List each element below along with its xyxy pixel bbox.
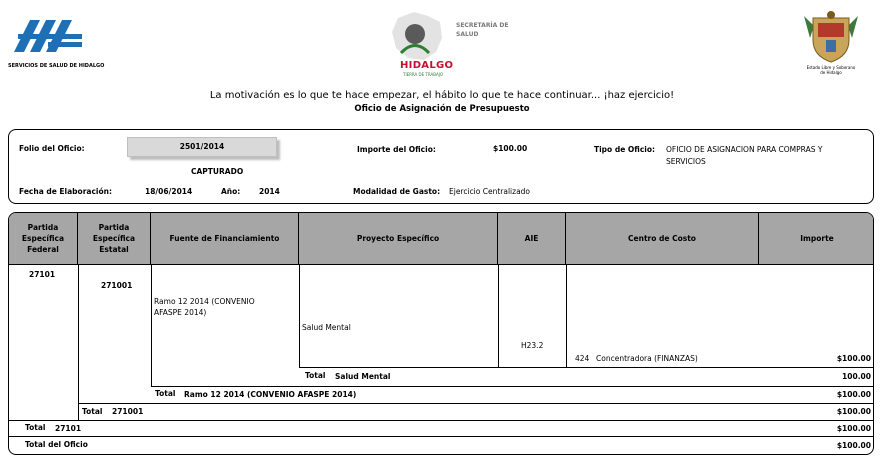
coat-of-arms-icon xyxy=(796,8,866,64)
secretaria-label: SECRETARÍA DE SALUD xyxy=(456,22,509,38)
anio-label: Año: xyxy=(221,187,241,196)
divider-total-federal xyxy=(9,420,874,421)
total-estatal-value: $100.00 xyxy=(836,407,871,416)
cell-partida-estatal: 271001 xyxy=(101,281,133,290)
cell-partida-federal: 27101 xyxy=(29,270,56,279)
header-centro: Centro de Costo xyxy=(566,213,759,264)
cell-centro-code: 424 xyxy=(575,354,590,363)
servicios-salud-logo-icon xyxy=(8,12,88,62)
servicios-salud-logo xyxy=(8,12,108,72)
cell-aie: H23.2 xyxy=(521,341,544,350)
cell-proyecto: Salud Mental xyxy=(302,323,351,332)
cell-centro-name: Concentradora (FINANZAS) xyxy=(596,354,698,363)
header-aie: AIE xyxy=(498,213,566,264)
estado-hidalgo-crest xyxy=(796,8,866,78)
cell-fuente: Ramo 12 2014 (CONVENIO AFASPE 2014) xyxy=(154,297,255,317)
fecha-value: 18/06/2014 xyxy=(145,187,193,196)
tipo-value: OFICIO DE ASIGNACION PARA COMPRAS Y SERVICIOS xyxy=(666,145,823,166)
total-fuente-label: Total xyxy=(155,389,176,398)
divider-proyecto xyxy=(498,264,499,367)
hidalgo-tagline: TIERRA DE TRABAJO xyxy=(403,72,444,77)
anio-value: 2014 xyxy=(259,187,280,196)
folio-value: 2501/2014 xyxy=(127,137,277,157)
total-federal-label: Total xyxy=(25,423,46,432)
crest-caption-1: Estado Libre y Soberano xyxy=(806,65,856,70)
total-proyecto-name: Salud Mental xyxy=(335,372,391,381)
modalidad-value: Ejercicio Centralizado xyxy=(449,187,531,196)
divider-federal xyxy=(78,264,79,420)
divider-total-estatal xyxy=(78,403,874,404)
hidalgo-logo-text: HIDALGO xyxy=(400,60,454,71)
cell-importe: $100.00 xyxy=(836,354,871,363)
total-federal-value: $100.00 xyxy=(836,424,871,433)
divider-total-proyecto xyxy=(299,367,874,368)
oficio-info-panel xyxy=(8,129,874,204)
total-federal-code: 27101 xyxy=(55,424,82,433)
divider-total-fuente xyxy=(151,386,874,387)
total-oficio-value: $100.00 xyxy=(836,441,871,450)
importe-value: $100.00 xyxy=(493,144,528,153)
document-title: Oficio de Asignación de Presupuesto xyxy=(354,104,530,114)
tipo-label: Tipo de Oficio: xyxy=(594,145,655,154)
total-fuente-name: Ramo 12 2014 (CONVENIO AFASPE 2014) xyxy=(184,390,357,399)
total-estatal-label: Total xyxy=(82,407,103,416)
divider-total-oficio xyxy=(9,436,874,437)
status-badge: CAPTURADO xyxy=(191,167,244,176)
header-partida-federal: Partida Específica Federal xyxy=(9,213,78,264)
header-divider xyxy=(9,264,874,265)
divider-estatal xyxy=(151,264,152,386)
modalidad-label: Modalidad de Gasto: xyxy=(353,187,441,196)
servicios-salud-caption: SERVICIOS DE SALUD DE HIDALGO xyxy=(8,63,105,69)
importe-label: Importe del Oficio: xyxy=(357,145,436,154)
divider-fuente xyxy=(299,264,300,367)
total-estatal-code: 271001 xyxy=(112,407,144,416)
divider-aie xyxy=(566,264,567,367)
total-proyecto-value: 100.00 xyxy=(842,372,871,381)
motto-text: La motivación es lo que te hace empezar, el hábito lo que te hace continuar... ¡haz ejercicio! xyxy=(209,90,675,101)
secretaria-salud-logo xyxy=(384,8,524,80)
fecha-label: Fecha de Elaboración: xyxy=(19,187,112,196)
budget-table xyxy=(8,212,874,455)
folio-label: Folio del Oficio: xyxy=(19,144,85,153)
header-partida-estatal: Partida Específica Estatal xyxy=(78,213,151,264)
header-fuente: Fuente de Financiamiento xyxy=(151,213,299,264)
total-proyecto-label: Total xyxy=(305,371,326,380)
total-fuente-value: $100.00 xyxy=(836,390,871,399)
table-header xyxy=(9,213,874,264)
crest-caption-2: de Hidalgo xyxy=(820,70,842,75)
header-importe: Importe xyxy=(800,234,834,243)
header-proyecto: Proyecto Específico xyxy=(299,213,498,264)
total-oficio-label: Total del Oficio xyxy=(25,440,88,449)
